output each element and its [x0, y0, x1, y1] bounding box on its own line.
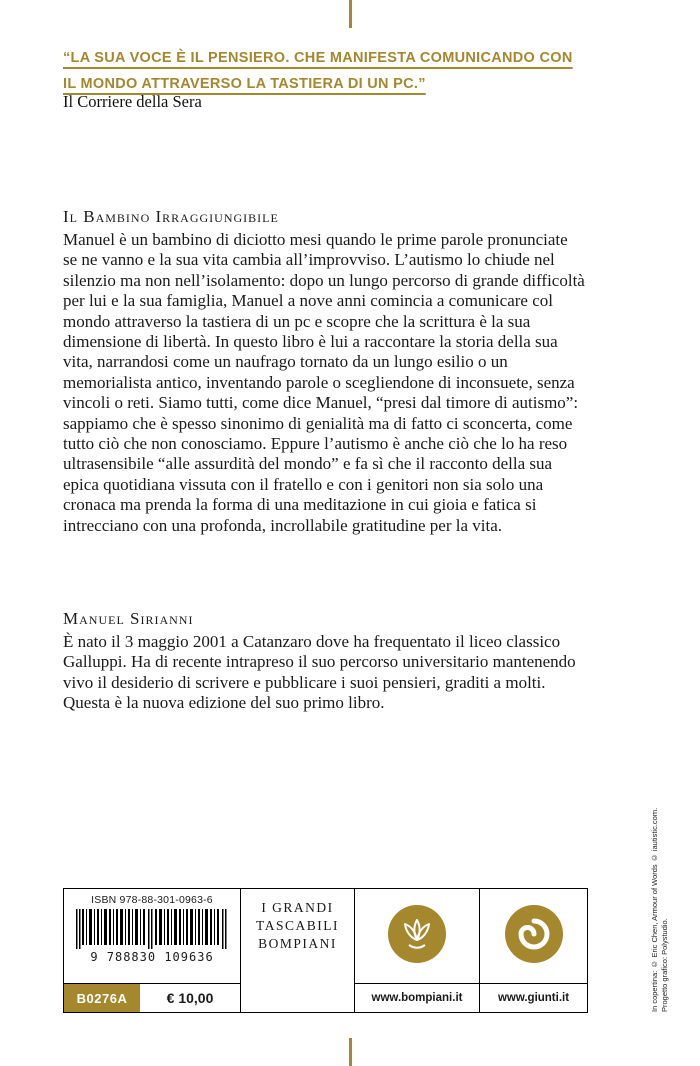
press-quote-attribution: Il Corriere della Sera [63, 92, 202, 111]
synopsis-heading: Il Bambino Irraggiungibile [63, 207, 279, 226]
barcode-cell [64, 889, 241, 984]
bompiani-logo-cell [355, 889, 480, 984]
imprint-cell [241, 889, 355, 1013]
giunti-logo-cell [480, 889, 588, 984]
imprint-line: BOMPIANI [258, 936, 337, 951]
isbn-label: ISBN 978-88-301-0963-6 [91, 894, 213, 906]
price-cell [64, 984, 241, 1013]
author-heading: Manuel Sirianni [63, 609, 194, 628]
cover-credits-vertical: In copertina: © Eric Chen, Armour of Words © iautistic.com. Progetto grafico: Polystudio. [650, 807, 669, 1012]
bottom-fold-mark [349, 1038, 352, 1066]
synopsis-text: Manuel è un bambino di diciotto mesi quando le prime parole pronunciate se ne vanno e la sua vita cambia all’improvviso. L’autismo lo chiude nel silenzio ma non nell’isolamento: dopo un lungo percorso di grande difficoltà per lui e la sua famiglia, Manuel a nove anni comincia a comunicare col mondo attraverso la tastiera di un pc e scopre che la scrittura è la sua dimensione di libertà. In questo libro è lui a raccontare la storia della sua vita, narrandosi come un naufrago tornato da un lungo esilio o un memorialista antico, inventando parole o scegliendone di inconsuete, senza vincoli o reti. Siamo tutti, come dice Manuel, “presi dal timore di autismo”: sappiamo che è spesso sinonimo di genialità ma di fatto ci sconcerta, come tutto ciò che non conosciamo. Eppure l’autismo è anche ciò che lo ha reso ultrasensibile “alle assurdità del mondo” e fa sì che il racconto della sua epica quotidiana vissuta con il fratello e con i genitori non sia solo una cronaca ma prenda la forma di una meditazione in cui gioia e fatica si intrecciano con una profonda, incrollabile gratitudine per la vita. [63, 230, 585, 535]
bompiani-flower-logo-icon [388, 905, 446, 963]
price-label: € 10,00 [166, 990, 214, 1006]
top-fold-mark [349, 0, 352, 28]
edition-code-badge: B0276A [64, 984, 140, 1012]
footer-block [63, 888, 588, 1013]
imprint-line: TASCABILI [256, 918, 339, 933]
imprint-line: I GRANDI [261, 900, 334, 915]
barcode-icon [76, 909, 228, 949]
author-section [63, 609, 585, 714]
giunti-spiral-logo-icon [505, 905, 563, 963]
barcode-digits: 9 788830 109636 [90, 950, 214, 964]
press-quote: “LA SUA VOCE È IL PENSIERO. CHE MANIFESTA COMUNICANDO CON IL MONDO ATTRAVERSO LA TASTIERA DI UN PC.” [63, 50, 573, 92]
bompiani-url: www.bompiani.it [355, 984, 480, 1013]
giunti-url: www.giunti.it [480, 984, 588, 1013]
synopsis-section [63, 207, 585, 536]
author-bio-text: È nato il 3 maggio 2001 a Catanzaro dove ha frequentato il liceo classico Galluppi. Ha di recente intrapreso il suo percorso universitario mantenendo vivo il desiderio di scrivere e pubblicare i suoi pensieri, graditi a molti. Questa è la nuova edizione del suo primo libro. [63, 632, 576, 713]
